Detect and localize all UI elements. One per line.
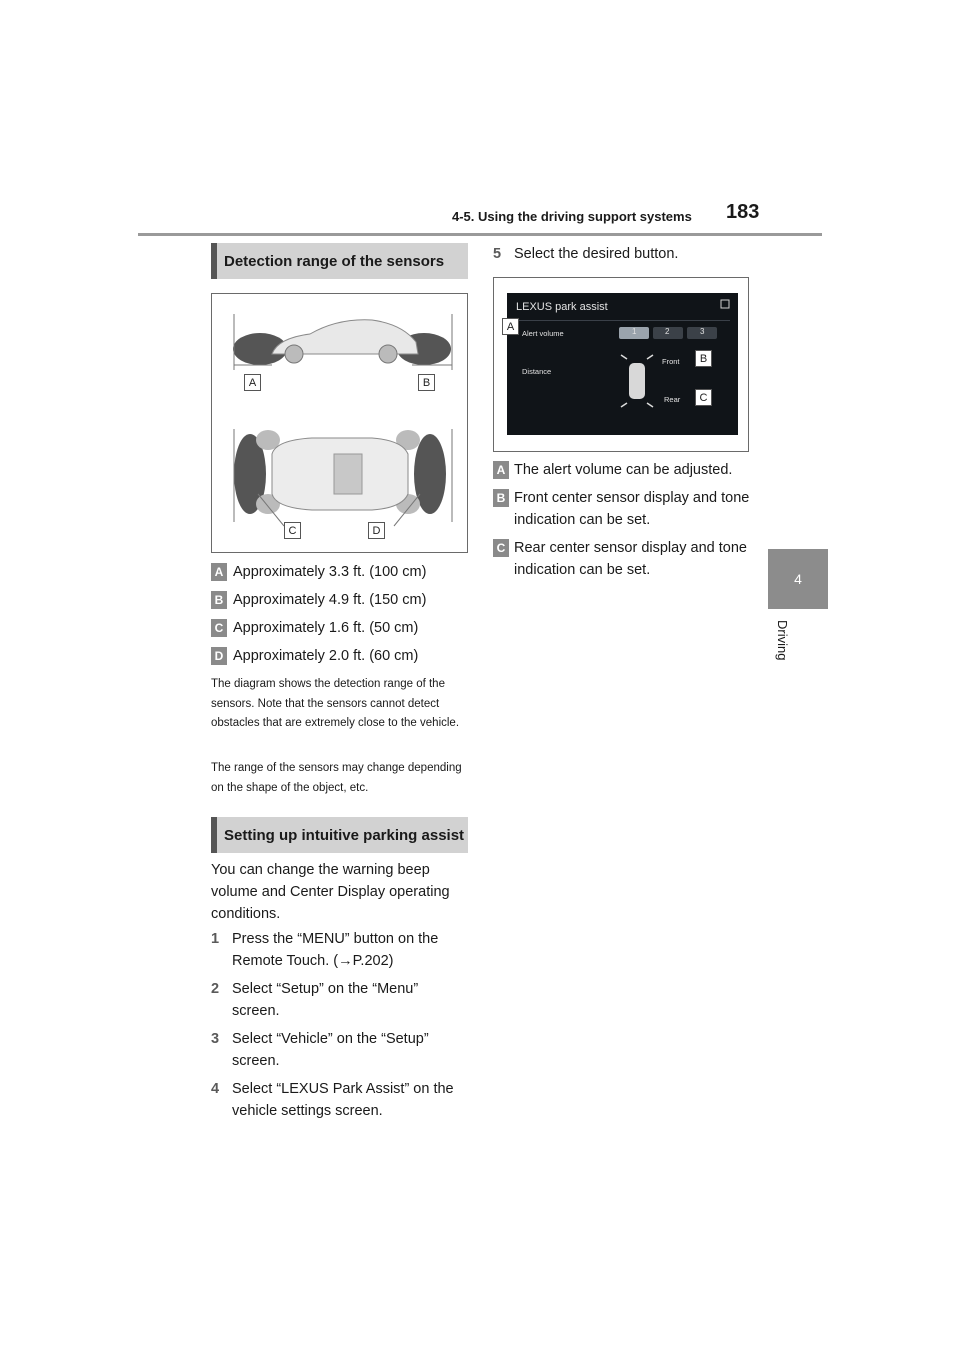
legend-item xyxy=(211,591,471,609)
intro-paragraph: You can change the warning beep volume and Center Display operating conditions. xyxy=(211,862,450,922)
section-heading-parking-assist: Setting up intuitive parking assist xyxy=(211,817,468,853)
screen-legend-item xyxy=(493,537,753,581)
legend-item xyxy=(211,619,471,637)
chapter-label: Driving xyxy=(775,620,790,661)
front-button[interactable]: Front xyxy=(662,357,680,366)
legend-text: Approximately 1.6 ft. (50 cm) xyxy=(233,620,419,636)
legend-key: B xyxy=(211,591,227,609)
header-rule xyxy=(138,233,822,236)
step-item xyxy=(211,928,461,972)
legend-key: B xyxy=(493,489,509,507)
diagram-callout: C xyxy=(284,522,301,539)
diagram-callout: D xyxy=(368,522,385,539)
legend-key: C xyxy=(493,539,509,557)
screen-legend-item xyxy=(493,487,753,531)
screen-callout: C xyxy=(695,389,712,406)
step-number: 1 xyxy=(211,931,220,947)
legend-key: A xyxy=(493,461,509,479)
screen-title: LEXUS park assist xyxy=(516,301,608,313)
screen-divider xyxy=(515,320,730,321)
step-text: Select “LEXUS Park Assist” on the vehicle settings screen. xyxy=(232,1081,454,1119)
step-item xyxy=(211,1078,461,1122)
legend-text: Approximately 2.0 ft. (60 cm) xyxy=(233,648,419,664)
volume-level-number: 2 xyxy=(665,327,670,336)
note-text: The diagram shows the detection range of the sensors. Note that the sensors cannot detect obstacles that are extremely close to the vehicle. xyxy=(211,678,460,729)
park-assist-screen-figure xyxy=(493,277,749,452)
step-text: Select “Vehicle” on the “Setup” screen. xyxy=(232,1031,429,1069)
legend-text: Rear center sensor display and tone indication can be set. xyxy=(514,540,747,578)
chapter-tab: 4 xyxy=(768,549,828,609)
rear-button[interactable]: Rear xyxy=(664,395,681,404)
volume-level-number: 3 xyxy=(700,327,705,336)
step-number: 5 xyxy=(493,246,502,262)
vehicle-sensor-icon xyxy=(619,349,655,413)
alert-volume-label: Alert volume xyxy=(522,329,564,338)
legend-text: Approximately 4.9 ft. (150 cm) xyxy=(233,592,427,608)
sensor-range-illustration xyxy=(212,294,467,552)
distance-label: Distance xyxy=(522,367,552,376)
section-heading-detection: Detection range of the sensors xyxy=(211,243,468,279)
legend-key: C xyxy=(211,619,227,637)
legend-text: Front center sensor display and tone indication can be set. xyxy=(514,490,750,528)
legend-key: A xyxy=(211,563,227,581)
legend-text: The alert volume can be adjusted. xyxy=(514,462,733,478)
legend-key: D xyxy=(211,647,227,665)
screen-legend-item xyxy=(493,459,753,481)
note-text: The range of the sensors may change depending on the shape of the object, etc. xyxy=(211,762,462,794)
screen-callout: B xyxy=(695,350,712,367)
step-text: Select “Setup” on the “Menu” screen. xyxy=(232,981,419,1019)
diagram-callout: A xyxy=(244,374,261,391)
screen-callout: A xyxy=(502,318,519,335)
sensor-range-diagram xyxy=(211,293,468,553)
step-text: Select the desired button. xyxy=(514,246,679,262)
step-item xyxy=(211,1028,461,1072)
step-number: 3 xyxy=(211,1031,220,1047)
legend-item xyxy=(211,647,471,665)
page-number: 183 xyxy=(726,201,760,223)
volume-level-number: 1 xyxy=(632,327,637,336)
screen-settings-icon xyxy=(720,299,730,309)
step-number: 4 xyxy=(211,1081,220,1097)
legend-item xyxy=(211,563,471,581)
step-text: Press the “MENU” button on the Remote Touch. (→P.202) xyxy=(232,931,439,969)
step-item xyxy=(493,243,743,265)
step-item xyxy=(211,978,461,1022)
step-number: 2 xyxy=(211,981,220,997)
running-header: 4-5. Using the driving support systems xyxy=(452,209,692,224)
diagram-callout: B xyxy=(418,374,435,391)
legend-text: Approximately 3.3 ft. (100 cm) xyxy=(233,564,427,580)
